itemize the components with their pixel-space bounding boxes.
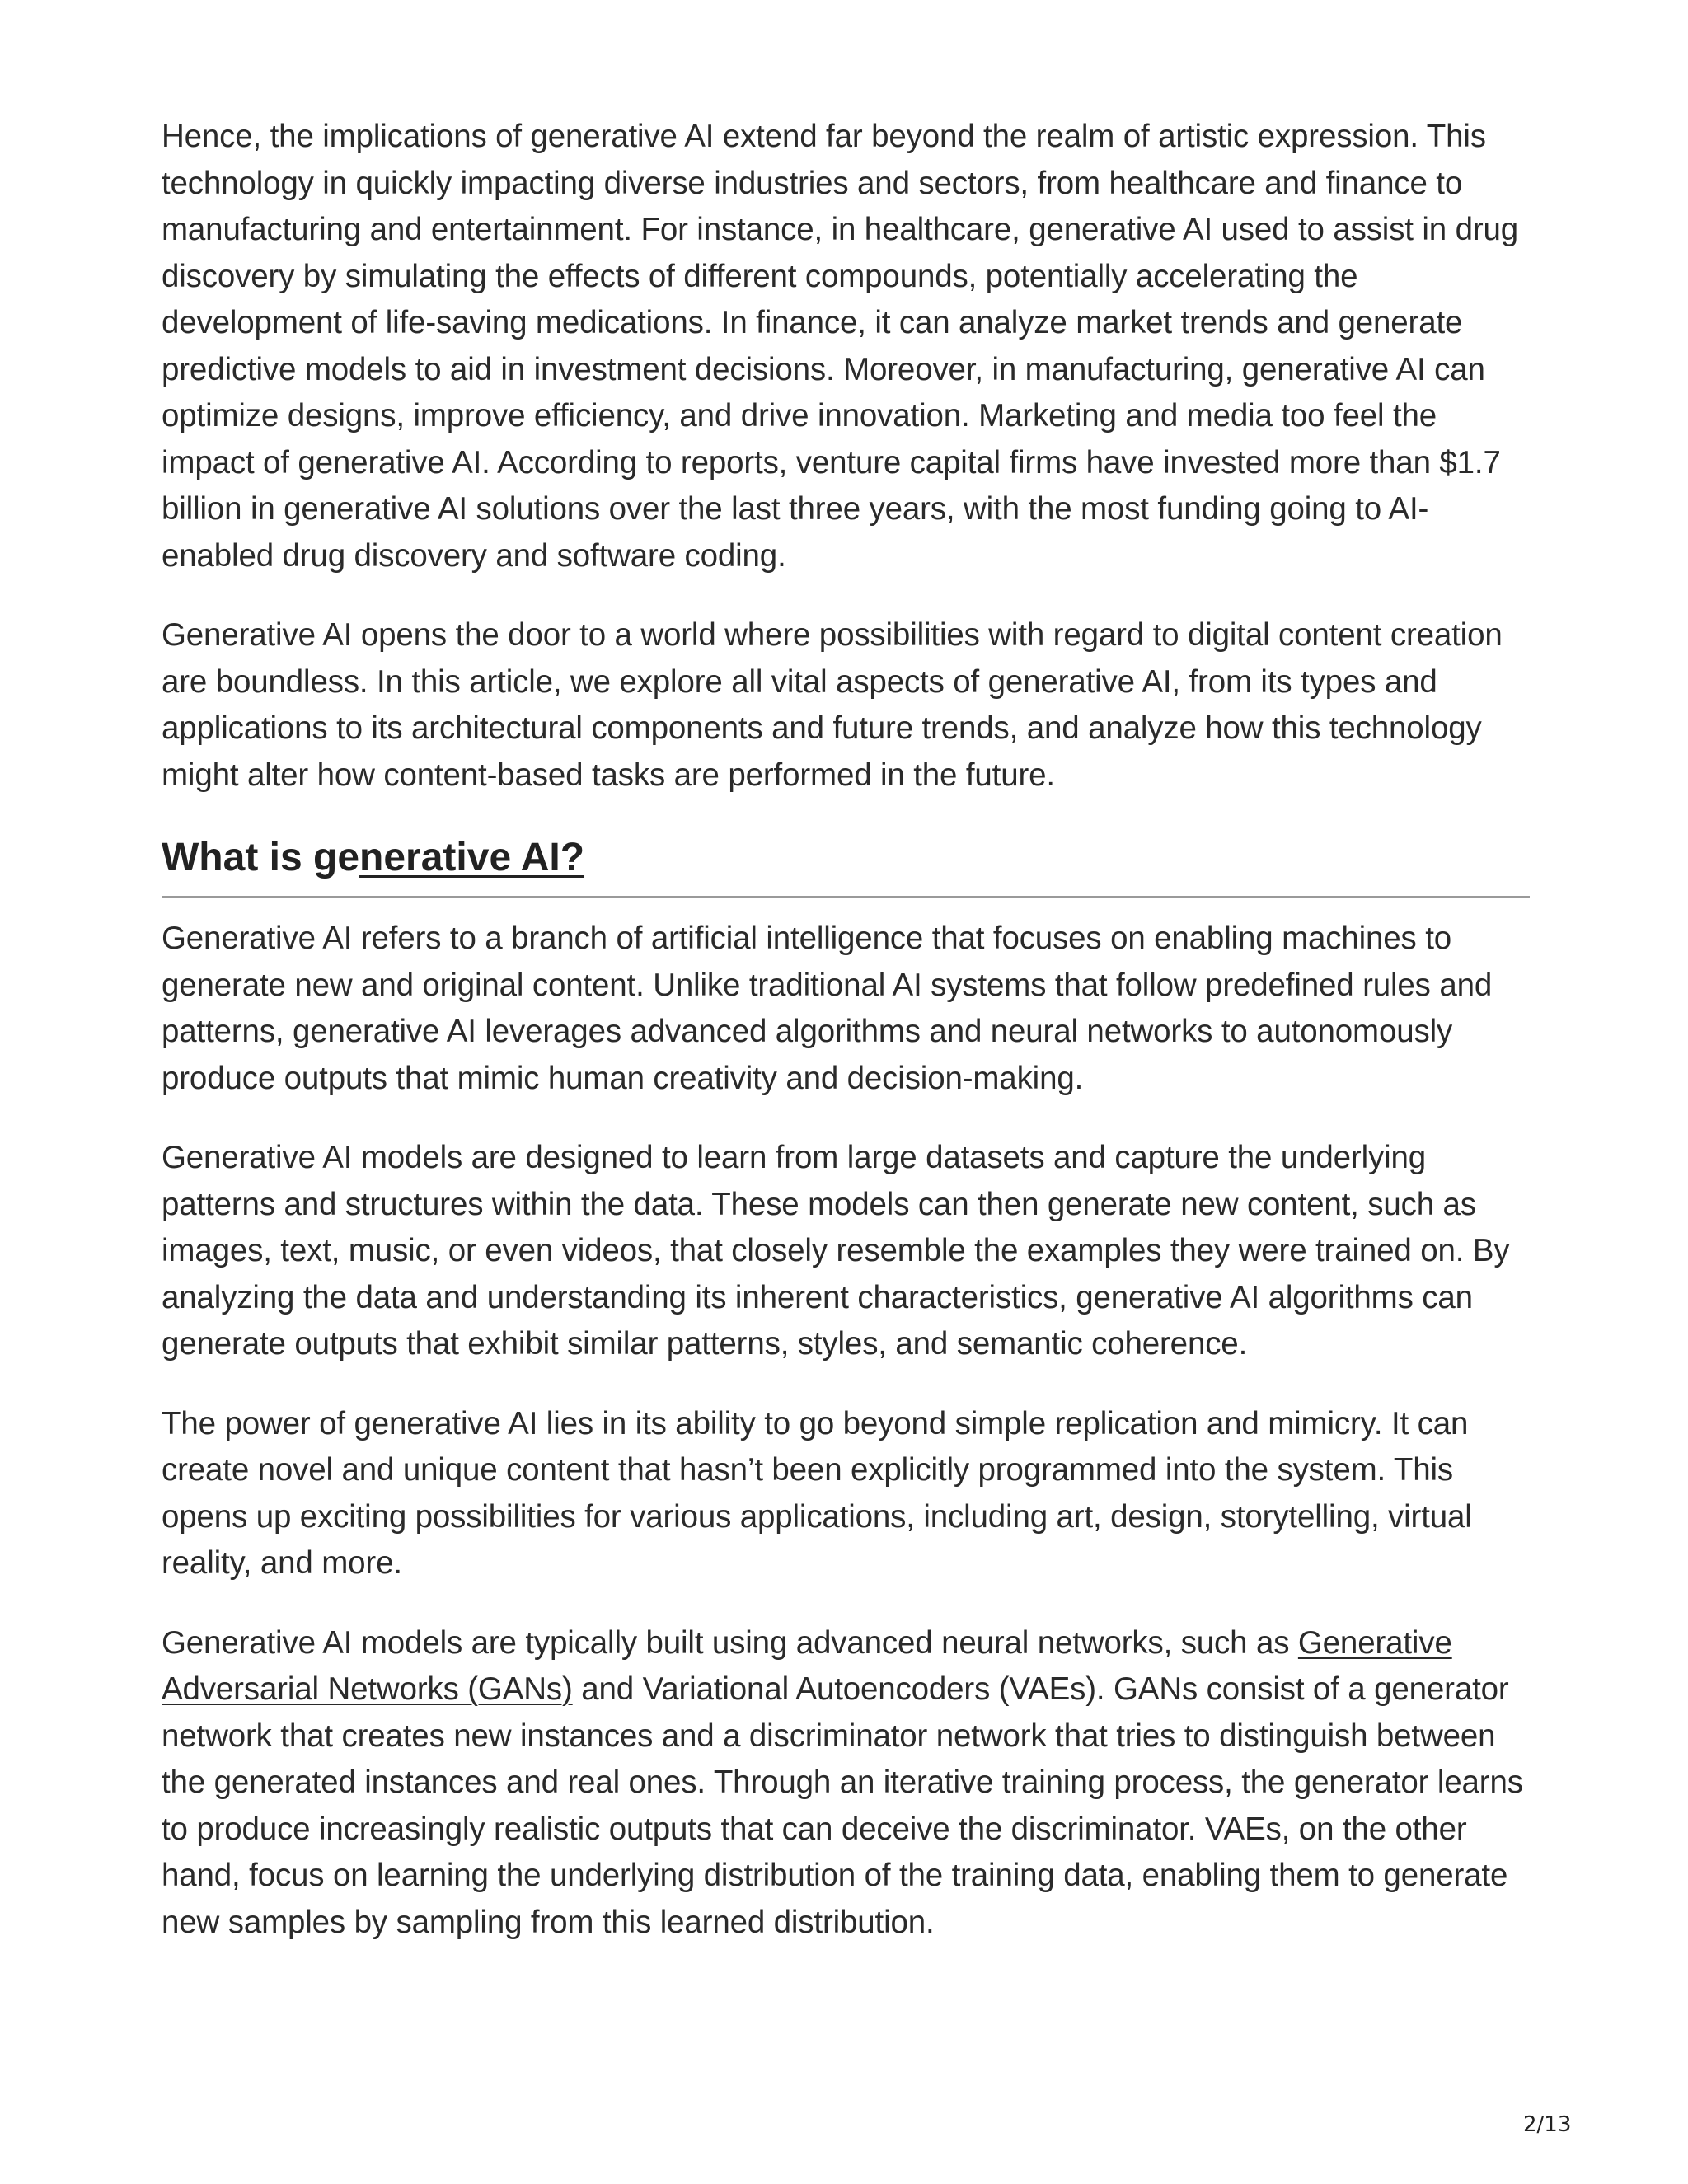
paragraph-gans-vaes xyxy=(162,1620,1530,1947)
paragraph-power-of-generative-ai: The power of generative AI lies in its ability to go beyond simple replication and mimicry. It can create novel and unique content that hasn’t been explicitly programmed into the system. This opens up exciting possibilities for various applications, including art, design, storytelling, virtual reality, and more. xyxy=(162,1405,1472,1581)
page-number: 2/13 xyxy=(1523,2112,1572,2137)
section-divider xyxy=(162,896,1530,898)
gans-link[interactable]: Generative Adversarial Networks (GANs) xyxy=(162,1624,1452,1707)
gans-text-after: and Variational Autoencoders (VAEs). GANs consist of a generator network that creates new instances and a discriminator network that tries to distinguish between the generated instances and real ones. Through an iterative training process, the generator learns to produce increasingly realistic outputs that can deceive the discriminator. VAEs, on the other hand, focus on learning the underlying distribution of the training data, enabling them to generate new samples by sampling from this learned distribution. xyxy=(162,1671,1523,1940)
section-heading-text: What is ge xyxy=(162,836,360,879)
paragraph-how-models-learn: Generative AI models are designed to learn from large datasets and capture the underlying patterns and structures within the data. These models can then generate new content, such as images, text, music, or even videos, that closely resemble the examples they were trained on. By analyzing the data and understanding its inherent characteristics, generative AI algorithms can generate outputs that exhibit similar patterns, styles, and semantic coherence. xyxy=(162,1140,1510,1361)
gans-text-before: Generative AI models are typically built using advanced neural networks, such as xyxy=(162,1624,1298,1661)
paragraph-industry-impact: Hence, the implications of generative AI extend far beyond the realm of artistic expression. This technology in quickly impacting diverse industries and sectors, from healthcare and finance to manufacturing and entertainment. For instance, in healthcare, generative AI used to assist in drug discovery by simulating the effects of different compounds, potentially accelerating the development of life-saving medications. In finance, it can analyze market trends and generate predictive models to aid in investment decisions. Moreover, in manufacturing, generative AI can optimize designs, improve efficiency, and drive innovation. Marketing and media too feel the impact of generative AI. According to reports, venture capital firms have invested more than $1.7 billion in generative AI solutions over the last three years, with the most funding going to AI-enabled drug discovery and software coding. xyxy=(162,119,1519,574)
section-heading-link[interactable]: nerative AI? xyxy=(359,836,585,879)
paragraph-definition: Generative AI refers to a branch of artificial intelligence that focuses on enabling machines to generate new and original content. Unlike traditional AI systems that follow predefined rules and patterns, generative AI leverages advanced algorithms and neural networks to autonomously produce outputs that mimic human creativity and decision-making. xyxy=(162,921,1493,1096)
section-heading xyxy=(162,832,1530,884)
article-body xyxy=(162,114,1530,1979)
paragraph-article-overview: Generative AI opens the door to a world where possibilities with regard to digital content creation are boundless. In this article, we explore all vital aspects of generative AI, from its types and applications to its architectural components and future trends, and analyze how this technology might alter how content-based tasks are performed in the future. xyxy=(162,617,1503,793)
